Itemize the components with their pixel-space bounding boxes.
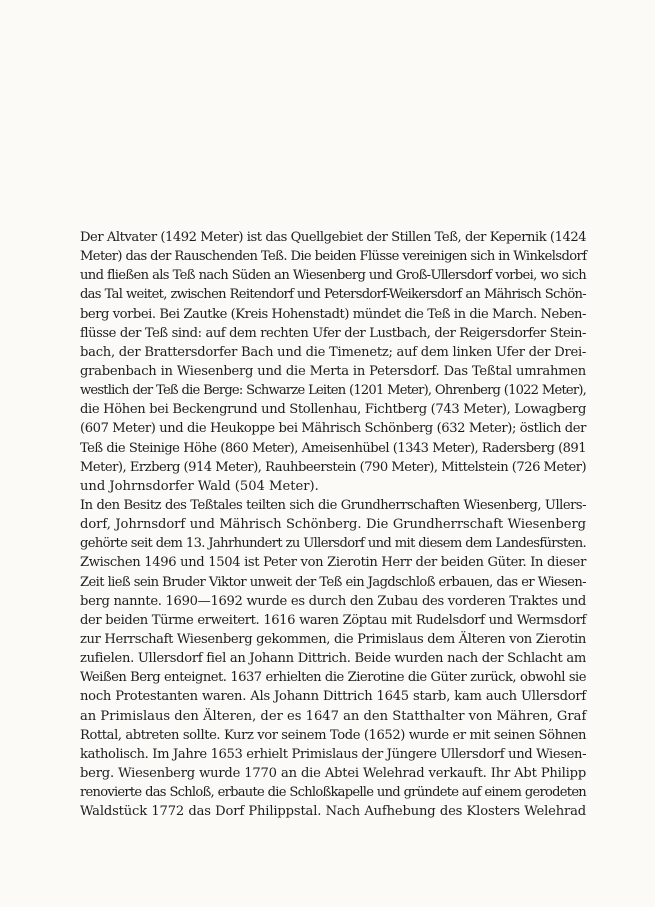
text-line: Waldstück 1772 das Dorf Philippstal. Nach Aufhebung des Klosters Welehrad <box>80 804 586 820</box>
text-line: flüsse der Teß sind: auf dem rechten Ufer der Lustbach, der Reigersdorfer Stein- <box>80 325 586 341</box>
text-line: berg vorbei. Bei Zautke (Kreis Hohenstadt) mündet die Teß in die March. Neben- <box>80 306 586 322</box>
text-line: gehörte seit dem 13. Jahrhundert zu Ullersdorf und mit diesem dem Landesfürsten. <box>80 536 586 552</box>
text-line: und fließen als Teß nach Süden an Wiesenberg und Groß-Ullersdorf vorbei, wo sich <box>80 268 586 284</box>
text-line: katholisch. Im Jahre 1653 erhielt Primislaus der Jüngere Ullersdorf und Wiesen- <box>80 746 587 762</box>
text-line: bach, der Brattersdorfer Bach und die Timenetz; auf dem linken Ufer der Drei- <box>80 344 587 360</box>
text-line: an Primislaus den Älteren, der es 1647 an den Statthalter von Mähren, Graf <box>80 708 587 724</box>
text-line: Teß die Steinige Höhe (860 Meter), Ameisenhübel (1343 Meter), Radersberg (891 <box>80 440 586 456</box>
text-line: berg nannte. 1690—1692 wurde es durch den Zubau des vorderen Traktes und <box>80 593 586 609</box>
text-line: In den Besitz des Teßtales teilten sich die Grundherrschaften Wiesenberg, Ullers- <box>80 497 586 513</box>
text-line: grabenbach in Wiesenberg und die Merta in Petersdorf. Das Teßtal umrahmen <box>80 363 586 379</box>
text-line: Zwischen 1496 und 1504 ist Peter von Zierotin Herr der beiden Güter. In dieser <box>80 555 586 571</box>
text-line: Meter), Erzberg (914 Meter), Rauhbeerstein (790 Meter), Mittelstein (726 Meter) <box>80 459 587 475</box>
text-line: berg. Wiesenberg wurde 1770 an die Abtei Welehrad verkauft. Ihr Abt Philipp <box>80 765 586 781</box>
text-line: Rottal, abtreten sollte. Kurz vor seinem Tode (1652) wurde er mit seinen Söhnen <box>80 727 587 743</box>
text-line: (607 Meter) und die Heukoppe bei Mährisch Schönberg (632 Meter); östlich der <box>80 421 586 437</box>
text-line: die Höhen bei Beckengrund und Stollenhau, Fichtberg (743 Meter), Lowagberg <box>80 402 586 418</box>
text-line: westlich der Teß die Berge: Schwarze Leiten (1201 Meter), Ohrenberg (1022 Meter), <box>80 383 586 399</box>
text-line: Meter) das der Rauschenden Teß. Die beiden Flüsse vereinigen sich in Winkelsdorf <box>80 249 587 265</box>
text-line: Weißen Berg enteignet. 1637 erhielten die Zierotine die Güter zurück, obwohl sie <box>80 670 586 686</box>
paragraph-tess-history <box>80 496 586 821</box>
text-line: dorf, Johrnsdorf und Mährisch Schönberg. Die Grundherrschaft Wiesenberg <box>80 517 586 533</box>
text-line: Zeit ließ sein Bruder Viktor unweit der Teß ein Jagdschloß erbauen, das er Wiesen- <box>80 574 586 590</box>
text-line: renovierte das Schloß, erbaute die Schloßkapelle und gründete auf einem gerodeten <box>80 785 586 801</box>
text-line: das Tal weitet, zwischen Reitendorf und Petersdorf-Weikersdorf an Mährisch Schön- <box>80 287 586 303</box>
text-line: und Johrnsdorfer Wald (504 Meter). <box>80 478 319 494</box>
text-line: zur Herrschaft Wiesenberg gekommen, die Primislaus dem Älteren von Zierotin <box>80 631 586 647</box>
body-text <box>80 228 586 821</box>
text-line: noch Protestanten waren. Als Johann Dittrich 1645 starb, kam auch Ullersdorf <box>80 689 586 705</box>
text-line: der beiden Türme erweitert. 1616 waren Zöptau mit Rudelsdorf und Wermsdorf <box>80 612 586 628</box>
paragraph-tess-geography <box>80 228 586 496</box>
text-line: Der Altvater (1492 Meter) ist das Quellgebiet der Stillen Teß, der Kepernik (1424 <box>80 230 587 245</box>
text-line: zufielen. Ullersdorf fiel an Johann Dittrich. Beide wurden nach der Schlacht am <box>80 651 586 667</box>
